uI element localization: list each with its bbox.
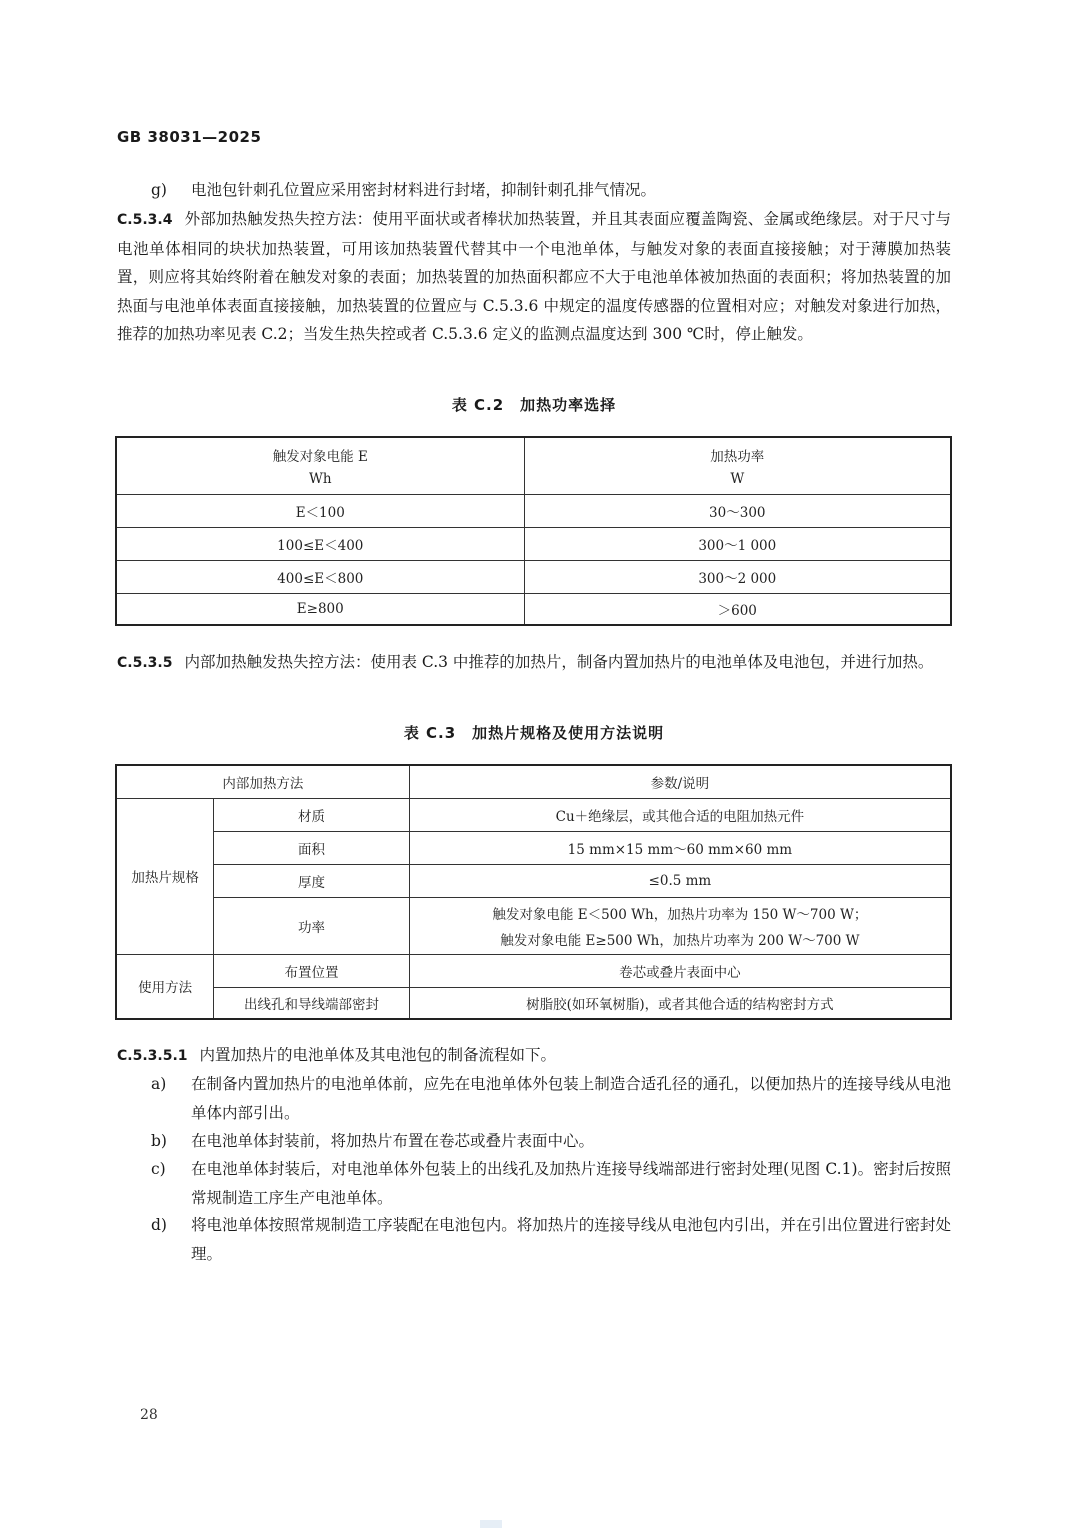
item-marker: c) — [151, 1160, 166, 1178]
cell-power: 300～1 000 — [524, 527, 951, 560]
table-row — [116, 897, 951, 954]
table-header-row — [116, 437, 951, 494]
cell-value — [409, 897, 951, 954]
group-label-spec: 加热片规格 — [116, 798, 214, 954]
power-line-2: 触发对象电能 E≥500 Wh，加热片功率为 200 W～700 W — [500, 932, 860, 949]
table-c3-caption: 表 C.3 加热片规格及使用方法说明 — [403, 724, 665, 742]
cell-name: 材质 — [214, 798, 410, 831]
table-row — [116, 954, 951, 987]
table-header-row — [116, 765, 951, 798]
list-item-b — [117, 1127, 951, 1156]
item-text: 电池包针刺孔位置应采用密封材料进行封堵，抑制针刺孔排气情况。 — [191, 181, 657, 199]
cell-value: 15 mm×15 mm～60 mm×60 mm — [409, 831, 951, 864]
scan-artifact — [480, 1520, 502, 1528]
list-item-c — [117, 1155, 951, 1212]
header-param: 参数/说明 — [409, 765, 951, 798]
cell-energy: E＜100 — [116, 494, 524, 527]
header-energy-unit: Wh — [308, 470, 332, 487]
table-row — [116, 831, 951, 864]
table-c2 — [115, 436, 952, 626]
cell-value: 树脂胶(如环氧树脂)，或者其他合适的结构密封方式 — [409, 987, 951, 1019]
cell-value: Cu＋绝缘层，或其他合适的电阻加热元件 — [409, 798, 951, 831]
item-text: 将电池单体按照常规制造工序装配在电池包内。将加热片的连接导线从电池包内引出，并在引出位置进行密封处理。 — [191, 1216, 951, 1263]
cell-name: 出线孔和导线端部密封 — [214, 987, 410, 1019]
list-item-g — [117, 176, 951, 205]
table-c2-caption: 表 C.2 加热功率选择 — [451, 396, 617, 414]
item-text: 在电池单体封装前，将加热片布置在卷芯或叠片表面中心。 — [191, 1132, 595, 1150]
cell-energy: 100≤E＜400 — [116, 527, 524, 560]
clause-number: C.5.3.5.1 — [117, 1048, 188, 1064]
cell-power: 30～300 — [524, 494, 951, 527]
clause-number: C.5.3.4 — [117, 212, 173, 228]
list-item-d — [117, 1211, 951, 1268]
item-text: 在制备内置加热片的电池单体前，应先在电池单体外包装上制造合适孔径的通孔，以便加热片的连接导线从电池单体内部引出。 — [191, 1075, 951, 1122]
table-c3 — [115, 764, 952, 1020]
table-row — [116, 798, 951, 831]
table-row — [116, 593, 951, 625]
clause-c534 — [117, 205, 951, 349]
header-power-unit: W — [730, 470, 745, 487]
item-marker: b) — [151, 1132, 167, 1150]
table-row — [116, 864, 951, 897]
header-power-label: 加热功率 — [710, 448, 765, 465]
cell-name: 布置位置 — [214, 954, 410, 987]
clause-text: 内置加热片的电池单体及其电池包的制备流程如下。 — [199, 1046, 557, 1064]
standard-code: GB 38031—2025 — [117, 128, 262, 146]
item-marker: g) — [151, 181, 167, 199]
table-row — [116, 560, 951, 593]
clause-c5351 — [117, 1041, 951, 1071]
group-label-usage: 使用方法 — [116, 954, 214, 1019]
cell-value: 卷芯或叠片表面中心 — [409, 954, 951, 987]
cell-name: 功率 — [214, 897, 410, 954]
clause-c535 — [117, 648, 951, 678]
cell-power: ＞600 — [524, 593, 951, 625]
item-marker: a) — [151, 1075, 167, 1093]
clause-text: 外部加热触发热失控方法：使用平面状或者棒状加热装置，并且其表面应覆盖陶瓷、金属或绝缘层。对于尺寸与电池单体相同的块状加热装置，可用该加热装置代替其中一个电池单体，与触发对象的表面直接接触；对于薄膜加热装置，则应将其始终附着在触发对象的表面；加热装置的加热面积都应不大于电池单体被加热面的表面积；将加热装置的加热面与电池单体表面直接接触，加热装置的位置应与 C.5.3.6 中规定的温度传感器的位置相对应；对触发对象进行加热，推荐的加热功率见表 C.2；当发生热失控或者 C.5.3.6 定义的监测点温度达到 300 ℃时，停止触发。 — [117, 210, 951, 343]
header-energy — [116, 437, 524, 494]
list-item-a — [117, 1070, 951, 1127]
table-row — [116, 494, 951, 527]
cell-name: 面积 — [214, 831, 410, 864]
header-method: 内部加热方法 — [116, 765, 409, 798]
item-marker: d) — [151, 1216, 167, 1234]
page-number: 28 — [140, 1407, 158, 1423]
clause-text: 内部加热触发热失控方法：使用表 C.3 中推荐的加热片，制备内置加热片的电池单体及电池包，并进行加热。 — [184, 653, 934, 671]
item-text: 在电池单体封装后，对电池单体外包装上的出线孔及加热片连接导线端部进行密封处理(见图 C.1)。密封后按照常规制造工序生产电池单体。 — [191, 1160, 951, 1207]
cell-power: 300～2 000 — [524, 560, 951, 593]
cell-energy: 400≤E＜800 — [116, 560, 524, 593]
cell-value: ≤0.5 mm — [409, 864, 951, 897]
clause-number: C.5.3.5 — [117, 655, 173, 671]
cell-energy: E≥800 — [116, 593, 524, 625]
header-power — [524, 437, 951, 494]
table-row — [116, 527, 951, 560]
cell-name: 厚度 — [214, 864, 410, 897]
power-line-1: 触发对象电能 E＜500 Wh，加热片功率为 150 W～700 W； — [492, 906, 868, 923]
header-energy-label: 触发对象电能 E — [272, 448, 368, 465]
table-row — [116, 987, 951, 1019]
